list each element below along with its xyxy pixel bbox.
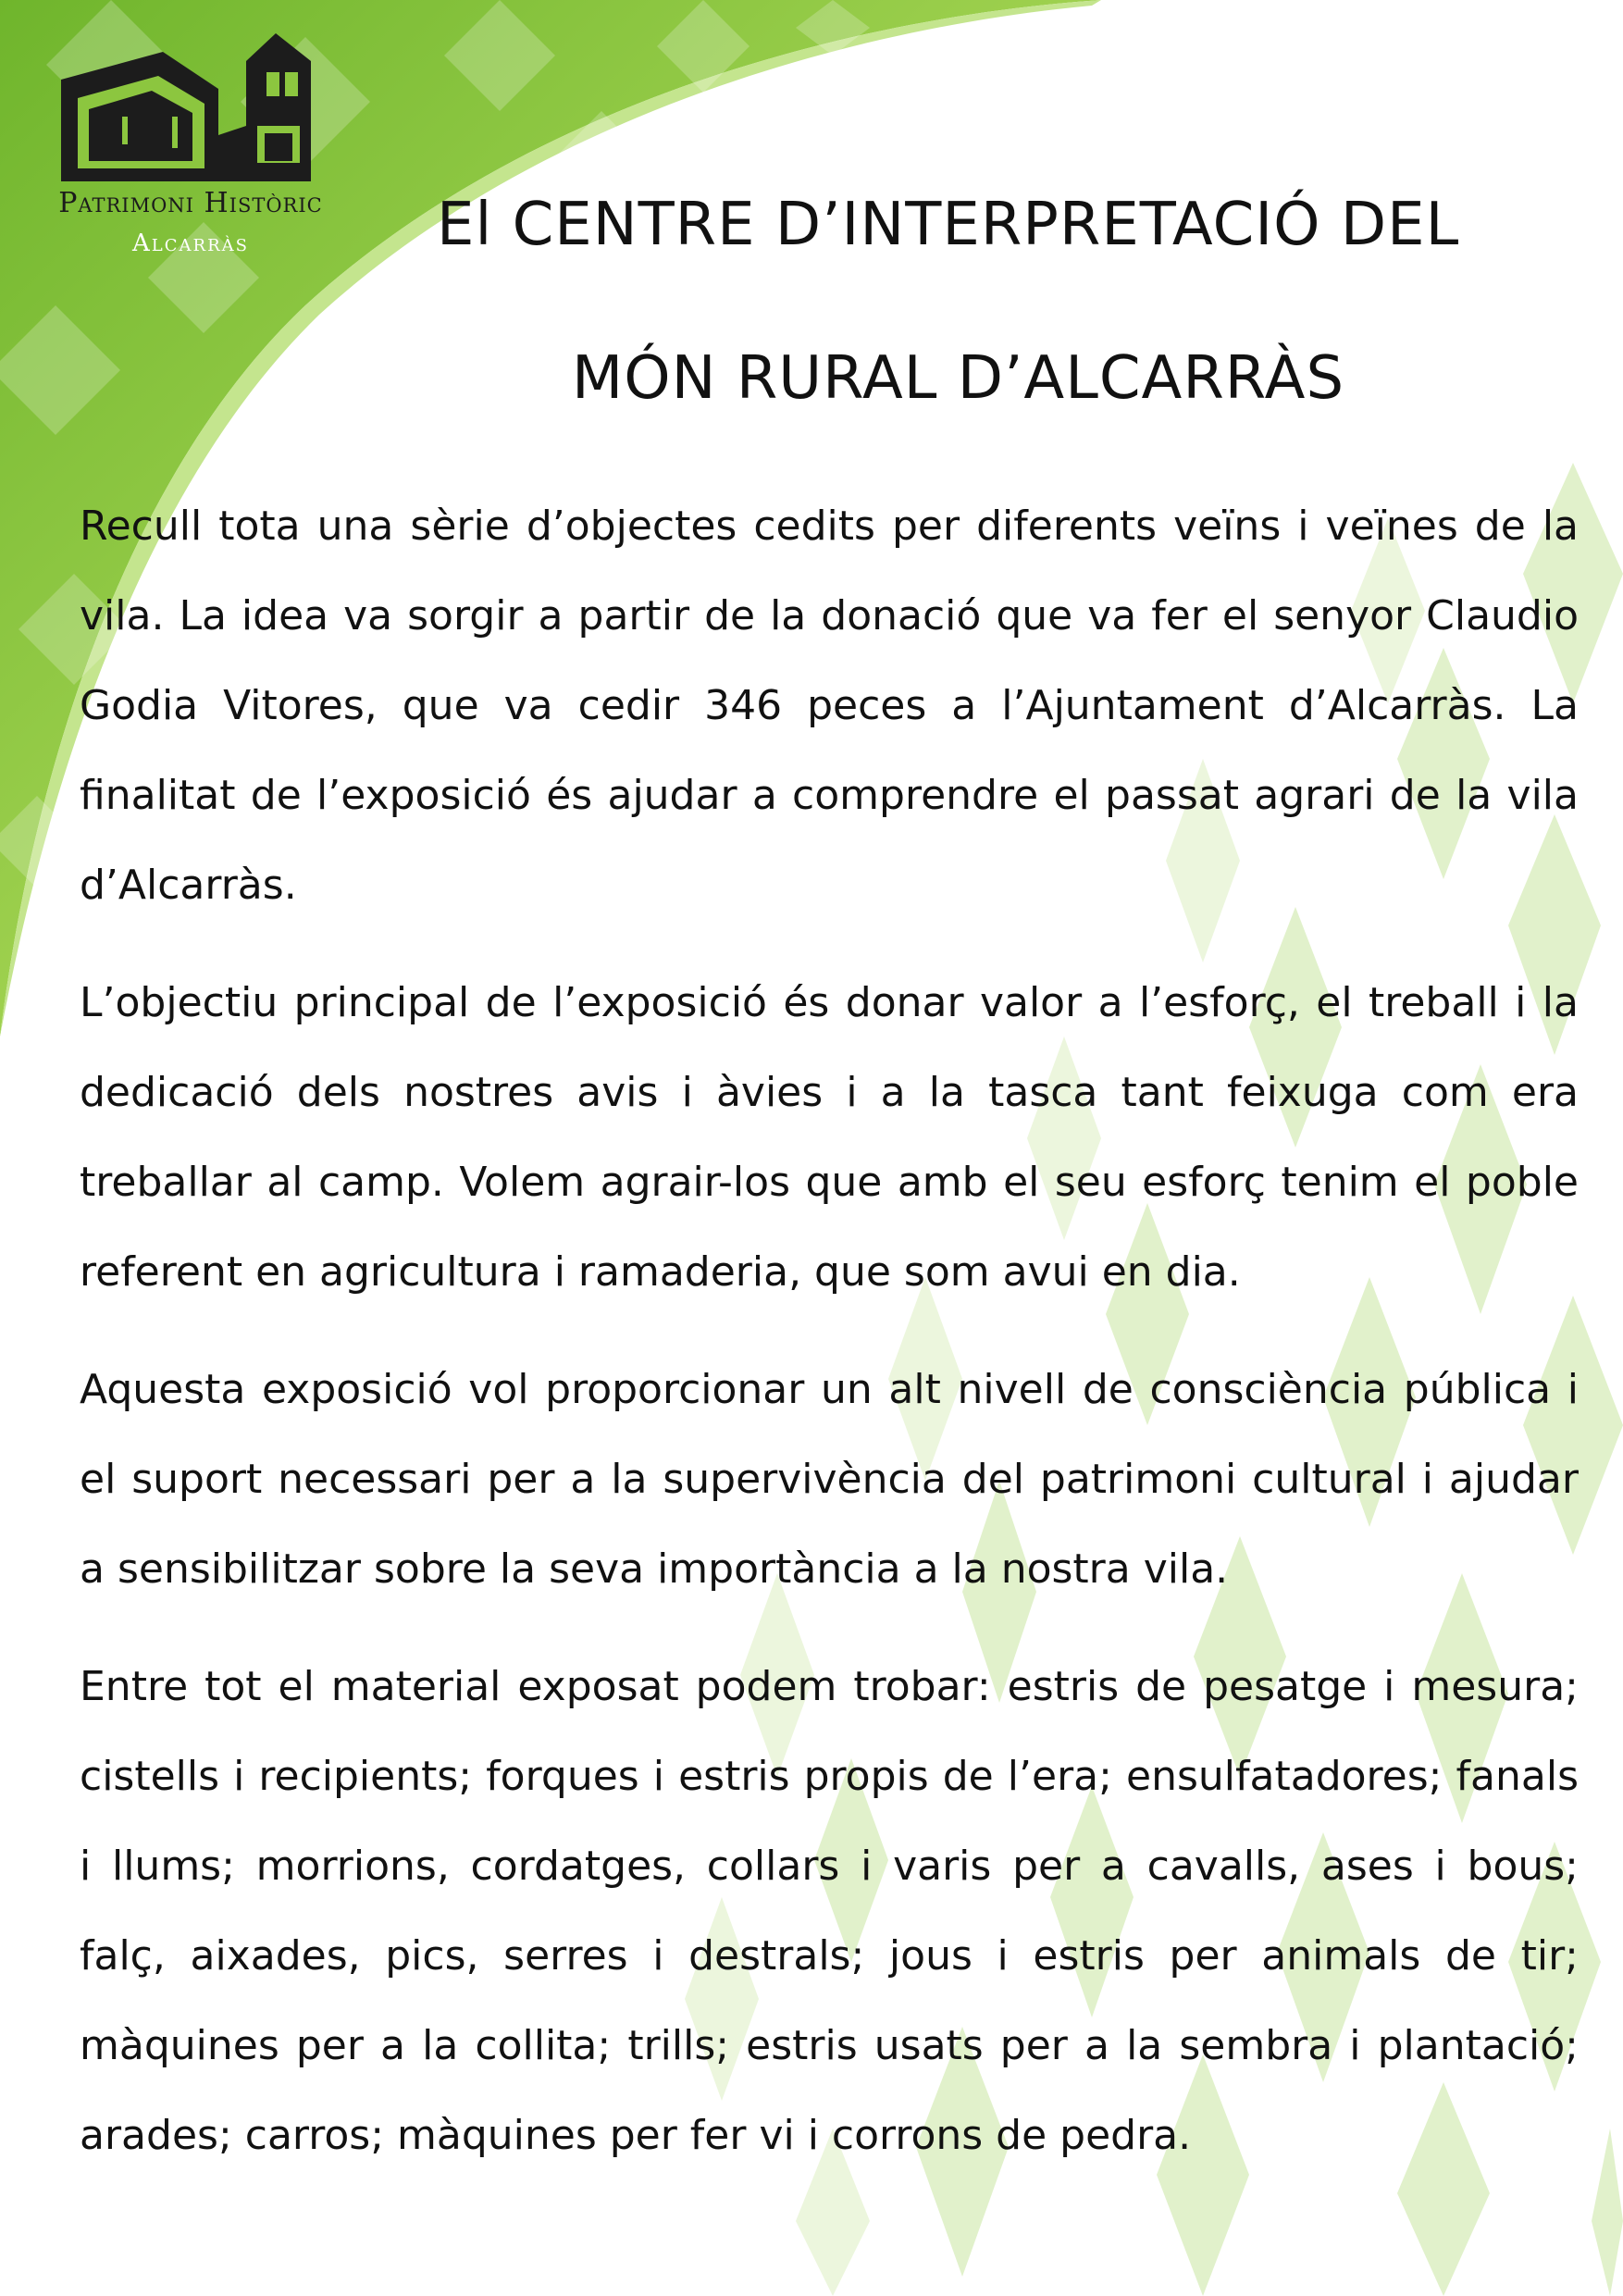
logo-title: Patrimoni Històric xyxy=(58,187,323,219)
logo-subtitle: Alcarràs xyxy=(132,230,249,257)
page-title-line-2: MÓN RURAL D’ALCARRÀS xyxy=(572,344,1345,413)
logo xyxy=(33,24,348,274)
castle-icon xyxy=(33,24,348,191)
paragraph-3: Aquesta exposició vol proporcionar un alt nivell de consciència pública i el suport necessari per a la supervivència del patrimoni cultural i ajudar a sensibilitzar sobre la seva importància a la nostra vila. xyxy=(80,1366,1579,1593)
paragraph-1: Recull tota una sèrie d’objectes cedits per diferents veïns i veïnes de la vila. La idea va sorgir a partir de la donació que va fer el senyor Claudio Godia Vitores, que va cedir 346 peces a l’Ajuntament d’Alcarràs. La finalitat de l’exposició és ajudar a comprendre el passat agrari de la vila d’Alcarràs. xyxy=(80,503,1579,909)
page-title-line-1: El CENTRE D’INTERPRETACIÓ DEL xyxy=(437,191,1460,259)
paragraph-4: Entre tot el material exposat podem trobar: estris de pesatge i mesura; cistells i recipients; forques i estris propis de l’era; ensulfatadores; fanals i llums; morrions, cordatges, collars i varis per a cavalls, ases i bous; falç, aixades, pics, serres i destrals; jous i estris per animals de tir; màquines per a la collita; trills; estris usats per a la sembra i plantació; arades; carros; màquines per fer vi i corrons de pedra. xyxy=(80,1663,1579,2159)
body-content xyxy=(80,481,1579,2208)
paragraph-2: L’objectiu principal de l’exposició és donar valor a l’esforç, el treball i la dedicació dels nostres avis i àvies i a la tasca tant feixuga com era treballar al camp. Volem agrair-los que amb el seu esforç tenim el poble referent en agricultura i ramaderia, que som avui en dia. xyxy=(80,979,1579,1296)
